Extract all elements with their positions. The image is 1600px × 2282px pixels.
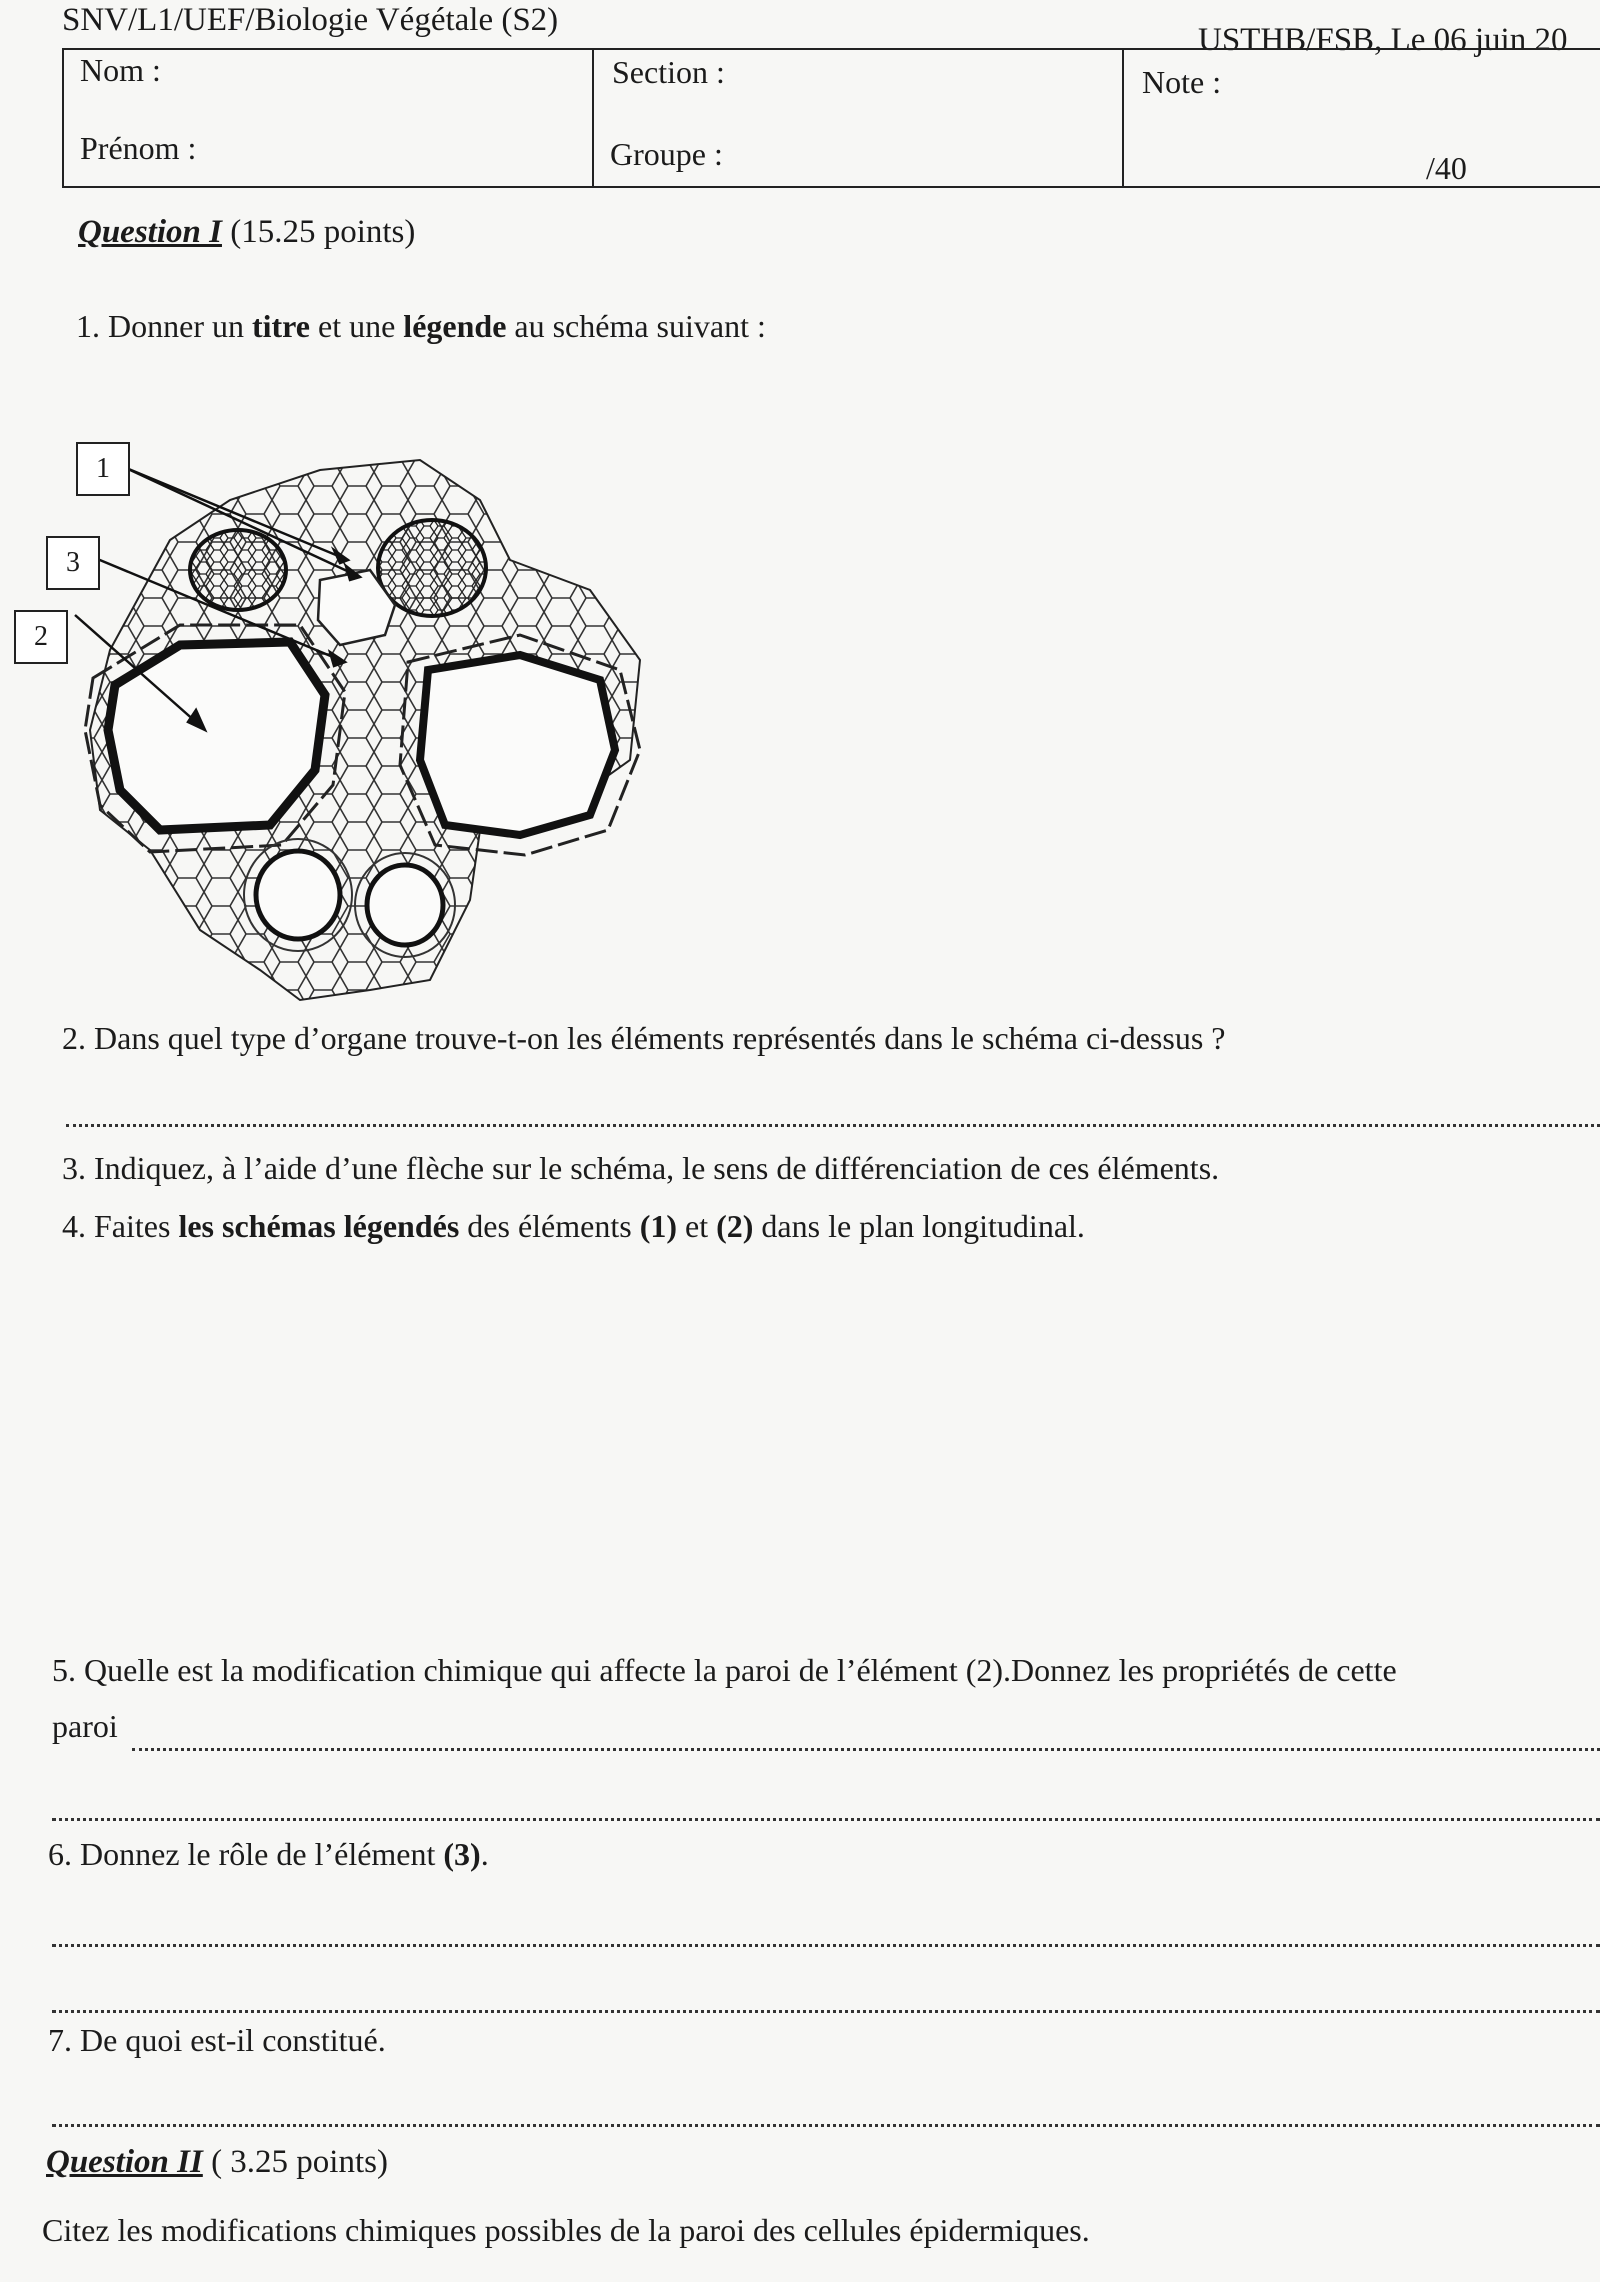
q1-text: au schéma suivant : — [506, 308, 766, 344]
q1-bold-legende: légende — [403, 308, 507, 344]
q1-text: 1. Donner un — [76, 308, 252, 344]
question-1-1 — [76, 308, 766, 345]
nom-field[interactable]: Nom : — [80, 52, 161, 88]
question-1-2: 2. Dans quel type d’organe trouve-t-on les éléments représentés dans le schéma ci-dessus ? — [62, 1020, 1226, 1056]
q4-bold: (1) — [639, 1208, 677, 1244]
answer-line[interactable] — [52, 2010, 1600, 2013]
vascular-bundle-figure — [0, 430, 700, 1010]
q1-text: et une — [310, 308, 404, 344]
q1-bold-titre: titre — [251, 308, 310, 344]
protoxylem-lower-right — [367, 865, 443, 945]
q4-text: dans le plan longitudinal. — [753, 1208, 1085, 1244]
note-total: /40 — [1426, 150, 1467, 186]
answer-line[interactable] — [52, 1818, 1600, 1821]
q6-text: . — [480, 1836, 489, 1872]
institution-date: USTHB/FSB, Le 06 juin 20 — [1198, 22, 1568, 58]
id-box-divider — [1122, 50, 1124, 186]
student-id-box — [62, 48, 1600, 188]
callout-2: 2 — [14, 610, 68, 664]
q4-text: 4. Faites — [62, 1208, 179, 1244]
question-2-label: Question II — [46, 2144, 203, 2180]
question-1-4 — [62, 1208, 1085, 1245]
note-field[interactable]: Note : — [1142, 64, 1222, 100]
q6-bold: (3) — [443, 1836, 481, 1872]
phloem-group-right — [378, 520, 486, 616]
metaxylem-vessel-left — [108, 642, 325, 830]
metaxylem-vessel-right — [420, 655, 615, 835]
q4-bold: (2) — [716, 1208, 754, 1244]
question-1-title — [78, 214, 415, 251]
course-header: SNV/L1/UEF/Biologie Végétale (S2) — [62, 2, 559, 38]
answer-line[interactable] — [52, 2124, 1600, 2127]
answer-line[interactable] — [66, 1124, 1600, 1127]
callout-1: 1 — [76, 442, 130, 496]
prenom-field[interactable]: Prénom : — [80, 130, 197, 166]
question-1-label: Question I — [78, 214, 222, 250]
answer-line[interactable] — [132, 1748, 1600, 1751]
question-2-title — [46, 2144, 388, 2181]
id-box-divider — [592, 50, 594, 186]
question-1-6 — [48, 1836, 489, 1873]
question-1-5: 5. Quelle est la modification chimique qui affecte la paroi de l’élément (2).Donnez les propriétés de cette — [52, 1652, 1397, 1688]
question-1-7: 7. De quoi est-il constitué. — [48, 2022, 386, 2058]
groupe-field[interactable]: Groupe : — [610, 136, 723, 172]
phloem-group-left — [190, 530, 286, 610]
callout-3: 3 — [46, 536, 100, 590]
answer-line[interactable] — [52, 1944, 1600, 1947]
question-2-points: ( 3.25 points) — [211, 2144, 388, 2180]
question-1-5-cont: paroi — [52, 1708, 118, 1744]
question-1-points: (15.25 points) — [230, 214, 416, 250]
vascular-bundle-drawing — [0, 430, 700, 1010]
question-1-3: 3. Indiquez, à l’aide d’une flèche sur le schéma, le sens de différenciation de ces éléments. — [62, 1150, 1220, 1186]
q4-text: des éléments — [459, 1208, 640, 1244]
question-2-text: Citez les modifications chimiques possibles de la paroi des cellules épidermiques. — [42, 2212, 1090, 2248]
q6-text: 6. Donnez le rôle de l’élément — [48, 1836, 444, 1872]
q4-text: et — [677, 1208, 717, 1244]
section-field[interactable]: Section : — [612, 54, 725, 90]
q4-bold: les schémas légendés — [178, 1208, 460, 1244]
protoxylem-lower-left — [256, 851, 340, 939]
